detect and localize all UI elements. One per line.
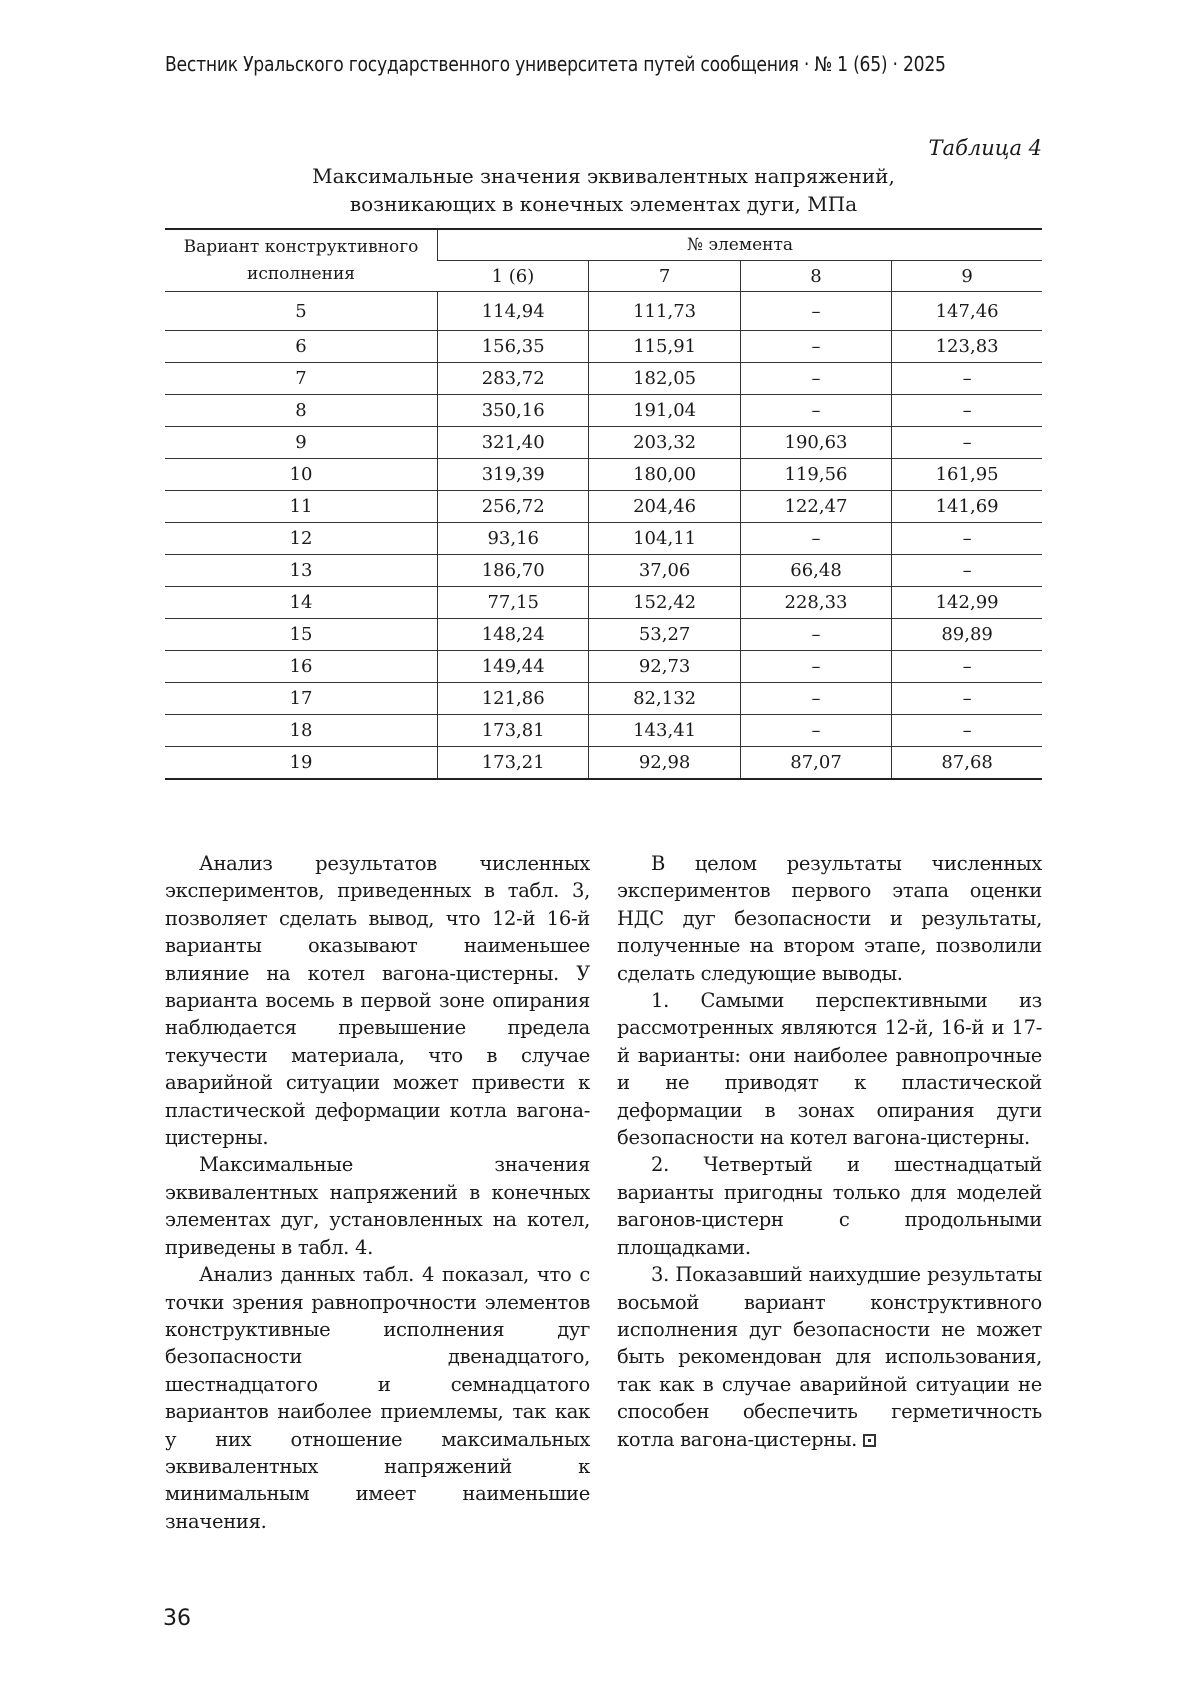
value-cell: 173,21 bbox=[438, 747, 589, 780]
value-cell: 92,73 bbox=[589, 651, 740, 683]
column-header: 9 bbox=[892, 261, 1042, 292]
value-cell: 191,04 bbox=[589, 395, 740, 427]
table-row bbox=[165, 651, 1042, 683]
paragraph: Анализ результатов численных экспериментов, приведенных в табл. 3, позволяет сделать вывод, что 12-й 16-й варианты оказывают наименьшее влияние на котел вагона-цистерны. У варианта восемь в первой зоне опирания наблюдается превышение предела текучести материала, что в случае аварийной ситуации может привести к пластической деформации котла вагона-цистерны. bbox=[165, 852, 590, 1150]
paragraph: 2. Четвертый и шестнадцатый варианты пригодны только для моделей вагонов-цистерн с продольными площадками. bbox=[617, 1153, 1042, 1259]
value-cell: – bbox=[892, 427, 1042, 459]
variant-cell: 12 bbox=[165, 523, 438, 555]
value-cell: – bbox=[892, 395, 1042, 427]
paragraph: В целом результаты численных экспериментов первого этапа оценки НДС дуг безопасности и результаты, полученные на втором этапе, позволили сделать следующие выводы. bbox=[617, 852, 1042, 985]
variant-cell: 5 bbox=[165, 292, 438, 331]
value-cell: 321,40 bbox=[438, 427, 589, 459]
value-cell: 148,24 bbox=[438, 619, 589, 651]
variant-cell: 15 bbox=[165, 619, 438, 651]
table-row bbox=[165, 619, 1042, 651]
value-cell: 93,16 bbox=[438, 523, 589, 555]
table-row bbox=[165, 427, 1042, 459]
value-cell: – bbox=[892, 523, 1042, 555]
value-cell: 180,00 bbox=[589, 459, 740, 491]
value-cell: 121,86 bbox=[438, 683, 589, 715]
value-cell: 203,32 bbox=[589, 427, 740, 459]
value-cell: 186,70 bbox=[438, 555, 589, 587]
table-row bbox=[165, 683, 1042, 715]
value-cell: 141,69 bbox=[892, 491, 1042, 523]
table-caption bbox=[165, 162, 1042, 218]
table-row bbox=[165, 523, 1042, 555]
variant-cell: 9 bbox=[165, 427, 438, 459]
paragraph bbox=[617, 1261, 1042, 1453]
page-number: 36 bbox=[163, 1606, 191, 1631]
value-cell: – bbox=[892, 715, 1042, 747]
value-cell: – bbox=[740, 363, 891, 395]
value-cell: 319,39 bbox=[438, 459, 589, 491]
table-row bbox=[165, 292, 1042, 331]
table-row bbox=[165, 555, 1042, 587]
value-cell: 190,63 bbox=[740, 427, 891, 459]
value-cell: 256,72 bbox=[438, 491, 589, 523]
paragraph: Максимальные значения эквивалентных напряжений в конечных элементах дуг, установленных на котел, приведены в табл. 4. bbox=[165, 1153, 590, 1259]
value-cell: 283,72 bbox=[438, 363, 589, 395]
table-row bbox=[165, 331, 1042, 363]
column-header: 1 (6) bbox=[438, 261, 589, 292]
variant-cell: 8 bbox=[165, 395, 438, 427]
value-cell: 350,16 bbox=[438, 395, 589, 427]
value-cell: – bbox=[892, 555, 1042, 587]
value-cell: 66,48 bbox=[740, 555, 891, 587]
value-cell: – bbox=[740, 651, 891, 683]
value-cell: 115,91 bbox=[589, 331, 740, 363]
variant-cell: 14 bbox=[165, 587, 438, 619]
value-cell: – bbox=[740, 715, 891, 747]
value-cell: 114,94 bbox=[438, 292, 589, 331]
variant-cell: 10 bbox=[165, 459, 438, 491]
right-column bbox=[617, 850, 1042, 1453]
value-cell: 77,15 bbox=[438, 587, 589, 619]
variant-header: Вариант конструктивного исполнения bbox=[165, 229, 438, 292]
value-cell: 89,89 bbox=[892, 619, 1042, 651]
value-cell: 182,05 bbox=[589, 363, 740, 395]
table-row bbox=[165, 363, 1042, 395]
value-cell: 92,98 bbox=[589, 747, 740, 780]
value-cell: – bbox=[740, 292, 891, 331]
value-cell: – bbox=[892, 363, 1042, 395]
table-number: Таблица 4 bbox=[928, 136, 1042, 160]
value-cell: – bbox=[740, 331, 891, 363]
end-of-article-mark bbox=[863, 1434, 876, 1447]
value-cell: 104,11 bbox=[589, 523, 740, 555]
variant-cell: 16 bbox=[165, 651, 438, 683]
value-cell: 204,46 bbox=[589, 491, 740, 523]
conclusion-text: 3. Показавший наихудшие результаты восьмой вариант конструктивного исполнения дуг безопасности не может быть рекомендован для использования, так как в случае аварийной ситуации не способен обеспечить герметичность котла вагона-цистерны. bbox=[617, 1263, 1042, 1451]
value-cell: 53,27 bbox=[589, 619, 740, 651]
table-caption-line: возникающих в конечных элементах дуги, МПа bbox=[349, 192, 858, 216]
value-cell: 82,132 bbox=[589, 683, 740, 715]
value-cell: 87,68 bbox=[892, 747, 1042, 780]
value-cell: 156,35 bbox=[438, 331, 589, 363]
paragraph: 1. Самыми перспективными из рассмотренных являются 12-й, 16-й и 17-й варианты: они наиболее равнопрочные и не приводят к пластической деформации в зонах опирания дуги безопасности на котел вагона-цистерны. bbox=[617, 989, 1042, 1150]
value-cell: 87,07 bbox=[740, 747, 891, 780]
variant-cell: 11 bbox=[165, 491, 438, 523]
value-cell: 122,47 bbox=[740, 491, 891, 523]
element-number-header: № элемента bbox=[438, 229, 1043, 261]
variant-cell: 6 bbox=[165, 331, 438, 363]
variant-cell: 7 bbox=[165, 363, 438, 395]
value-cell: 142,99 bbox=[892, 587, 1042, 619]
value-cell: 143,41 bbox=[589, 715, 740, 747]
value-cell: 147,46 bbox=[892, 292, 1042, 331]
value-cell: 152,42 bbox=[589, 587, 740, 619]
variant-cell: 17 bbox=[165, 683, 438, 715]
table-row bbox=[165, 715, 1042, 747]
value-cell: – bbox=[892, 683, 1042, 715]
value-cell: – bbox=[740, 619, 891, 651]
value-cell: 228,33 bbox=[740, 587, 891, 619]
table-row bbox=[165, 395, 1042, 427]
variant-cell: 18 bbox=[165, 715, 438, 747]
value-cell: 149,44 bbox=[438, 651, 589, 683]
value-cell: 123,83 bbox=[892, 331, 1042, 363]
value-cell: 111,73 bbox=[589, 292, 740, 331]
value-cell: – bbox=[892, 651, 1042, 683]
value-cell: 161,95 bbox=[892, 459, 1042, 491]
value-cell: – bbox=[740, 395, 891, 427]
value-cell: – bbox=[740, 683, 891, 715]
table-caption-line: Максимальные значения эквивалентных напряжений, bbox=[312, 164, 895, 188]
table-row bbox=[165, 459, 1042, 491]
stress-table bbox=[165, 228, 1042, 780]
value-cell: 37,06 bbox=[589, 555, 740, 587]
table-row bbox=[165, 587, 1042, 619]
value-cell: 119,56 bbox=[740, 459, 891, 491]
left-column bbox=[165, 850, 590, 1535]
column-header: 7 bbox=[589, 261, 740, 292]
table-row bbox=[165, 747, 1042, 780]
column-header: 8 bbox=[740, 261, 891, 292]
variant-cell: 19 bbox=[165, 747, 438, 780]
table-row bbox=[165, 491, 1042, 523]
running-title: Вестник Уральского государственного университета путей сообщения · № 1 (65) · 2025 bbox=[165, 52, 946, 76]
paragraph: Анализ данных табл. 4 показал, что с точки зрения равнопрочности элементов конструктивные исполнения дуг безопасности двенадцатого, шестнадцатого и семнадцатого вариантов наиболее приемлемы, так как у них отношение максимальных эквивалентных напряжений к минимальным имеет наименьшие значения. bbox=[165, 1263, 590, 1533]
variant-cell: 13 bbox=[165, 555, 438, 587]
value-cell: 173,81 bbox=[438, 715, 589, 747]
value-cell: – bbox=[740, 523, 891, 555]
